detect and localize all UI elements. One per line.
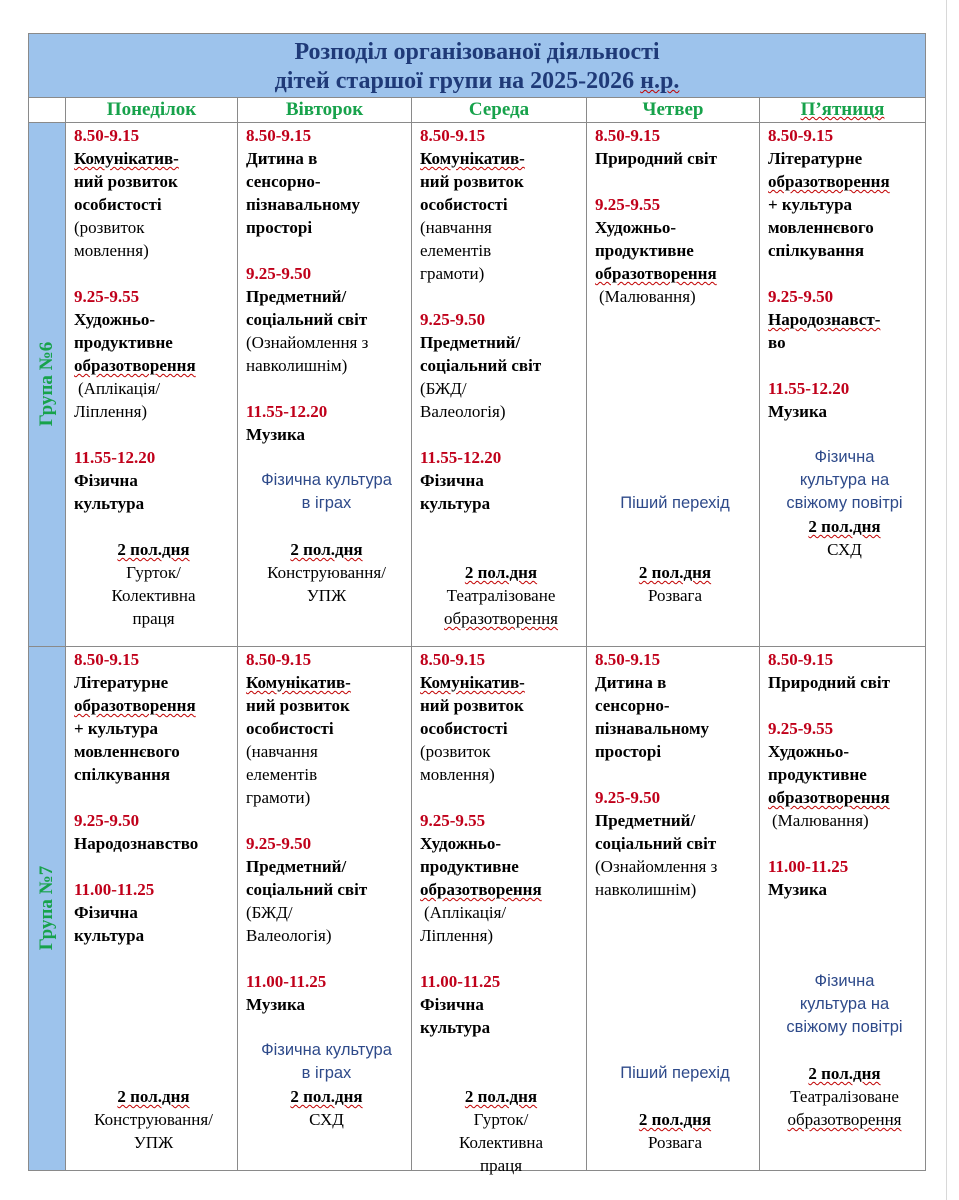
activity-subtitle: (Аплікація/ [424,903,507,922]
activity-title: сенсорно- [246,172,321,191]
activity-title: Музика [246,995,305,1014]
activity-subtitle: (розвиток [420,742,491,761]
title-line-1: Розподіл організованої діяльності [294,39,660,65]
time-slot: 11.55-12.20 [74,448,156,467]
afternoon-heading: 2 пол.дня [808,517,881,536]
schedule-table [28,33,926,1175]
title-line-2-main: дітей старшої групи на 2025-2026 [274,68,641,94]
activity-title: культура [420,494,491,513]
time-slot: 9.25-9.50 [420,310,486,329]
table-title [29,34,925,98]
activity-title: Музика [768,402,827,421]
outdoor-activity: Фізична [814,448,875,466]
activity-title: Предметний/ [420,333,521,352]
afternoon-heading: 2 пол.дня [290,540,363,559]
activity-subtitle: (навчання [246,742,318,761]
afternoon-heading: 2 пол.дня [464,1087,538,1106]
activity-subtitle: Валеологія) [420,402,506,421]
activity-subtitle: (Ознайомлення з [595,857,718,876]
activity-title: Літературне [768,149,863,168]
activity-subtitle: мовлення) [74,241,149,260]
page-edge-rule [946,0,947,1200]
afternoon-activity: Театралізоване [446,586,556,605]
activity-title: просторі [595,742,662,761]
schedule-cell-g6-tuesday [238,123,411,607]
afternoon-heading: 2 пол.дня [464,563,538,582]
activity-title: Художньо- [420,834,502,853]
activity-title: Комунікатив- [74,149,179,168]
activity-title: Предметний/ [246,287,347,306]
activity-title: Предметний/ [246,857,347,876]
afternoon-activity: УПЖ [306,586,347,605]
afternoon-activity: Гурток/ [126,563,181,582]
afternoon-block [420,1085,582,1177]
activity-title: Фізична [74,903,138,922]
time-slot: 9.25-9.50 [74,811,140,830]
schedule-cell-g6-monday [66,123,237,630]
time-slot: 11.00-11.25 [768,857,849,876]
activity-title: особистості [420,195,508,214]
afternoon-block [768,1062,921,1131]
activity-title: образотворення [768,788,890,807]
activity-title: продуктивне [74,333,173,352]
activity-subtitle: (Ознайомлення з [246,333,369,352]
activity-title: образотворення [595,264,717,283]
time-slot: 9.25-9.50 [595,788,661,807]
outdoor-activity: Фізична культура [261,1041,392,1059]
activity-subtitle: (Малювання) [599,287,696,306]
activity-title: ний розвиток [246,696,350,715]
activity-subtitle: навколишнім) [595,880,697,899]
time-slot: 11.00-11.25 [74,880,155,899]
activity-title: Художньо- [595,218,677,237]
afternoon-activity: образотворення [787,1110,902,1129]
day-header-thursday: Четвер [642,99,704,120]
outdoor-activity: Фізична культура [261,471,392,489]
activity-title: продуктивне [595,241,694,260]
afternoon-activity: Театралізоване [790,1087,899,1106]
activity-title: ний розвиток [420,696,524,715]
afternoon-activity: Колективна [458,1133,544,1152]
activity-subtitle: навколишнім) [246,356,348,375]
time-slot: 9.25-9.55 [420,811,486,830]
activity-title: соціальний світ [246,880,368,899]
time-slot: 9.25-9.50 [246,834,312,853]
time-slot: 8.50-9.15 [246,650,312,669]
afternoon-block [768,515,921,561]
schedule-cell-g7-wednesday [412,647,586,1177]
activity-title: Комунікатив- [246,673,351,692]
activity-title: + культура [74,719,159,738]
afternoon-activity: образотворення [444,609,558,628]
day-header-friday [760,98,925,122]
activity-title: соціальний світ [246,310,368,329]
afternoon-heading: 2 пол.дня [638,563,712,582]
activity-subtitle: (БЖД/ [246,903,293,922]
activity-title: особистості [420,719,508,738]
activity-title: мовленнєвого [768,218,874,237]
activity-title: культура [74,926,145,945]
outdoor-activity: свіжому повітрі [786,494,903,512]
activity-title: соціальний світ [420,356,542,375]
activity-subtitle: елементів [420,241,492,260]
activity-title: спілкування [768,241,865,260]
day-header-wednesday: Середа [468,99,530,120]
activity-title: Музика [768,880,827,899]
time-slot: 8.50-9.15 [420,126,486,145]
activity-title: пізнавальному [595,719,710,738]
outdoor-activity: в іграх [301,1064,352,1082]
activity-title: + культура [768,195,853,214]
activity-title: Комунікатив- [420,673,525,692]
schedule-cell-g6-friday [760,123,925,561]
afternoon-activity: Конструювання/ [267,563,386,582]
outdoor-activity: в іграх [301,494,352,512]
afternoon-block [74,538,233,630]
time-slot: 9.25-9.50 [768,287,834,306]
outdoor-activity: свіжому повітрі [786,1018,903,1036]
afternoon-block [595,1108,755,1154]
activity-title: Дитина в [246,149,318,168]
afternoon-activity: Розвага [647,1133,703,1152]
time-slot: 8.50-9.15 [595,126,661,145]
activity-title: особистості [74,195,162,214]
time-slot: 11.00-11.25 [420,972,501,991]
activity-title: Фізична [420,471,484,490]
afternoon-activity: СХД [309,1110,344,1129]
activity-title: особистості [246,719,334,738]
time-slot: 11.55-12.20 [246,402,328,421]
activity-subtitle: (БЖД/ [420,379,467,398]
schedule-cell-g6-thursday [587,123,759,607]
day-header-friday-label: П’ятниця [800,99,885,120]
activity-subtitle: (Аплікація/ [78,379,161,398]
activity-title: Предметний/ [595,811,696,830]
activity-title: соціальний світ [595,834,717,853]
activity-title: культура [420,1018,491,1037]
time-slot: 8.50-9.15 [74,126,140,145]
title-line-2-year-abbr: н.р. [640,68,680,94]
outdoor-activity: культура на [799,995,890,1013]
time-slot: 8.50-9.15 [246,126,312,145]
activity-title: спілкування [74,765,171,784]
activity-title: ний розвиток [420,172,524,191]
afternoon-heading: 2 пол.дня [117,540,190,559]
outdoor-activity: Піший перехід [620,494,730,512]
time-slot: 8.50-9.15 [768,650,834,669]
activity-title: сенсорно- [595,696,670,715]
activity-subtitle: (розвиток [74,218,145,237]
time-slot: 8.50-9.15 [74,650,140,669]
afternoon-block [595,561,755,607]
title-line-2 [29,67,925,96]
afternoon-heading: 2 пол.дня [290,1087,363,1106]
outdoor-activity: культура на [799,471,890,489]
group-7-label: Група №7 [36,865,57,951]
activity-title: образотворення [420,880,542,899]
afternoon-activity: праця [132,609,175,628]
afternoon-activity: Конструювання/ [94,1110,213,1129]
day-header-tuesday: Вівторок [285,99,364,120]
activity-title: Дитина в [595,673,667,692]
activity-subtitle: грамоти) [246,788,311,807]
group-6-label: Група №6 [36,341,57,427]
time-slot: 9.25-9.50 [246,264,312,283]
time-slot: 8.50-9.15 [420,650,486,669]
time-slot: 8.50-9.15 [768,126,834,145]
time-slot: 11.00-11.25 [246,972,327,991]
activity-title: Музика [246,425,305,444]
activity-title: мовленнєвого [74,742,180,761]
time-slot: 9.25-9.55 [74,287,140,306]
activity-title: продуктивне [768,765,867,784]
activity-subtitle: (навчання [420,218,492,237]
time-slot: 9.25-9.55 [595,195,661,214]
afternoon-heading: 2 пол.дня [638,1110,712,1129]
activity-subtitle: Ліплення) [74,402,148,421]
activity-title: ний розвиток [74,172,178,191]
afternoon-activity: Колективна [111,586,196,605]
afternoon-activity: УПЖ [133,1133,174,1152]
afternoon-block [246,1085,407,1131]
activity-title: образотворення [74,696,196,715]
activity-title: образотворення [768,172,890,191]
activity-title: Художньо- [768,742,850,761]
activity-title: во [768,333,786,352]
time-slot: 9.25-9.55 [768,719,834,738]
activity-title: Народознавст- [768,310,881,329]
schedule-cell-g7-friday [760,647,925,1131]
afternoon-activity: Гурток/ [473,1110,529,1129]
afternoon-heading: 2 пол.дня [808,1064,881,1083]
schedule-cell-g7-tuesday [238,647,411,1131]
activity-subtitle: (Малювання) [772,811,869,830]
time-slot: 11.55-12.20 [768,379,850,398]
time-slot: 11.55-12.20 [420,448,502,467]
schedule-cell-g6-wednesday [412,123,586,630]
schedule-cell-g7-thursday [587,647,759,1154]
activity-title: Народознавство [74,834,199,853]
activity-title: Комунікатив- [420,149,525,168]
activity-title: Художньо- [74,310,156,329]
activity-title: Фізична [420,995,484,1014]
activity-title: культура [74,494,145,513]
afternoon-activity: Розвага [647,586,703,605]
activity-title: Фізична [74,471,138,490]
schedule-cell-g7-monday [66,647,237,1154]
activity-subtitle: Ліплення) [420,926,494,945]
activity-title: пізнавальному [246,195,361,214]
activity-subtitle: грамоти) [420,264,485,283]
afternoon-heading: 2 пол.дня [117,1087,190,1106]
activity-title: продуктивне [420,857,519,876]
activity-subtitle: елементів [246,765,318,784]
day-header-monday: Понеділок [106,99,197,120]
activity-title: образотворення [74,356,196,375]
outdoor-activity: Піший перехід [620,1064,730,1082]
afternoon-activity: праця [479,1156,523,1175]
activity-subtitle: Валеологія) [246,926,332,945]
activity-title: Природний світ [595,149,717,168]
activity-subtitle: мовлення) [420,765,495,784]
activity-title: Природний світ [768,673,890,692]
afternoon-activity: СХД [827,540,862,559]
activity-title: Літературне [74,673,169,692]
afternoon-block [246,538,407,607]
time-slot: 8.50-9.15 [595,650,661,669]
activity-title: просторі [246,218,313,237]
outdoor-activity: Фізична [814,972,875,990]
afternoon-block [74,1085,233,1154]
afternoon-block [420,561,582,630]
